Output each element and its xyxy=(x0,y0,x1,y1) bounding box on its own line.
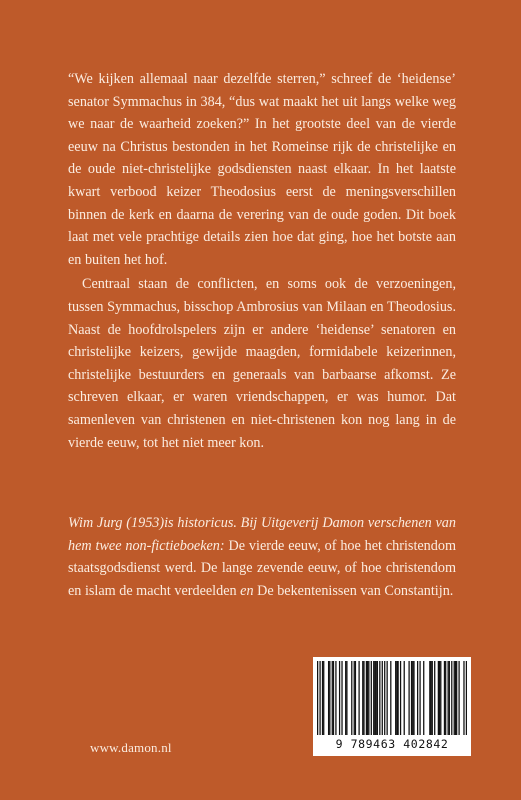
barcode-bar xyxy=(319,661,320,735)
barcode-bar xyxy=(355,661,356,735)
barcode-bar xyxy=(376,661,377,735)
barcode-bar xyxy=(423,661,424,735)
barcode-bar xyxy=(323,661,324,735)
barcode-bar xyxy=(362,661,363,735)
barcode-bar xyxy=(396,661,397,735)
barcode-bar xyxy=(341,661,342,735)
barcode-bar xyxy=(400,661,401,735)
bio-book-2: De lange zevende eeuw, of hoe christendom en islam de macht verdeelden xyxy=(68,560,456,599)
barcode-bar xyxy=(445,661,446,735)
barcode-bar xyxy=(458,661,459,735)
barcode-bar xyxy=(430,661,431,735)
barcode-bar xyxy=(466,661,467,735)
barcode-bar xyxy=(390,661,391,735)
barcode-bar xyxy=(408,661,409,735)
barcode-bar xyxy=(373,661,374,735)
barcode-bar xyxy=(384,661,385,735)
barcode-bar xyxy=(404,661,405,735)
barcode-bar xyxy=(377,661,378,735)
barcode-bar xyxy=(412,661,413,735)
barcode-bar xyxy=(456,661,457,735)
barcode-bar xyxy=(351,661,352,735)
barcode-bar xyxy=(432,661,433,735)
barcode-bar xyxy=(395,661,396,735)
barcode-bar xyxy=(434,661,435,735)
barcode-bar xyxy=(429,661,430,735)
barcode-bar xyxy=(411,661,412,735)
barcode-bar xyxy=(339,661,340,735)
barcode-bar xyxy=(335,661,336,735)
bio-book-1: De vierde eeuw, of hoe het christendom staatsgodsdienst werd. xyxy=(68,537,456,577)
barcode-bar xyxy=(455,661,456,735)
barcode-bar xyxy=(367,661,368,735)
barcode-bar xyxy=(358,661,359,735)
bio-connector: en xyxy=(240,582,254,599)
author-bio xyxy=(68,512,456,602)
barcode-bar xyxy=(449,661,450,735)
barcode-bar xyxy=(322,661,323,735)
barcode-bar xyxy=(363,661,364,735)
barcode-bar xyxy=(379,661,380,735)
barcode-bar xyxy=(417,661,418,735)
barcode-bar xyxy=(451,661,452,735)
barcode-bar xyxy=(328,661,329,735)
barcode-bar xyxy=(463,661,464,735)
barcode-bar xyxy=(447,661,448,735)
barcode-bar xyxy=(374,661,375,735)
barcode-bar xyxy=(368,661,369,735)
barcode-bar xyxy=(440,661,441,735)
barcode-bar xyxy=(346,661,347,735)
bio-intro: Wim Jurg (1953)is historicus. Bij Uitgeverij Damon verschenen van hem twee non-fictieboeken: xyxy=(68,515,456,554)
barcode-bar xyxy=(419,661,420,735)
isbn-number: 9 789463 402842 xyxy=(335,737,449,751)
barcode-bar xyxy=(345,661,346,735)
blurb-text xyxy=(68,68,456,454)
barcode-bar xyxy=(371,661,372,735)
barcode-bar xyxy=(332,661,333,735)
barcode-bar xyxy=(454,661,455,735)
barcode xyxy=(313,657,471,756)
barcode-bar xyxy=(317,661,318,735)
barcode-bar xyxy=(439,661,440,735)
barcode-bar xyxy=(366,661,367,735)
blurb-paragraph-1: “We kijken allemaal naar dezelfde sterren,” schreef de ‘heidense’ senator Symmachus in 384, “dus wat maakt het uit langs welke weg we naar de waarheid zoeken?” In het grootste deel van de vierde eeuw na Christus bestonden in het Romeinse rijk de christelijke en de oude niet-christelijke godsdiensten naast elkaar. In het laatste kwart verbood keizer Theodosius eerst de meningsverschillen binnen de kerk en daarna de verering van de oude goden. Dit boek laat met vele prachtige details zien hoe dat ging, hoe het botste aan en buiten het hof. xyxy=(68,71,456,268)
barcode-bar xyxy=(382,661,383,735)
barcode-bar xyxy=(413,661,414,735)
bio-book-3: De bekentenissen van Constantijn. xyxy=(253,582,454,599)
barcode-bar xyxy=(438,661,439,735)
barcode-bar xyxy=(387,661,388,735)
barcode-bar xyxy=(329,661,330,735)
publisher-website[interactable]: www.damon.nl xyxy=(90,740,172,755)
barcode-bar xyxy=(354,661,355,735)
barcode-bar xyxy=(397,661,398,735)
barcode-bar xyxy=(444,661,445,735)
barcode-bar xyxy=(333,661,334,735)
barcode-bars xyxy=(317,661,467,737)
blurb-paragraph-2: Centraal staan de conflicten, en soms ook de verzoeningen, tussen Symmachus, bisschop Ambrosius van Milaan en Theodosius. Naast de hoofdrolspelers zijn er andere ‘heidense’ senatoren en christelijke keizers, gewijde maagden, formidabele keizerinnen, christelijke bestuurders en generaals van barbaarse afkomst. Ze schreven elkaar, er waren vriendschappen, er was humor. Dat samenleven van christenen en niet-christenen kon nog lang in de vierde eeuw, tot het niet meer kon. xyxy=(68,276,456,451)
